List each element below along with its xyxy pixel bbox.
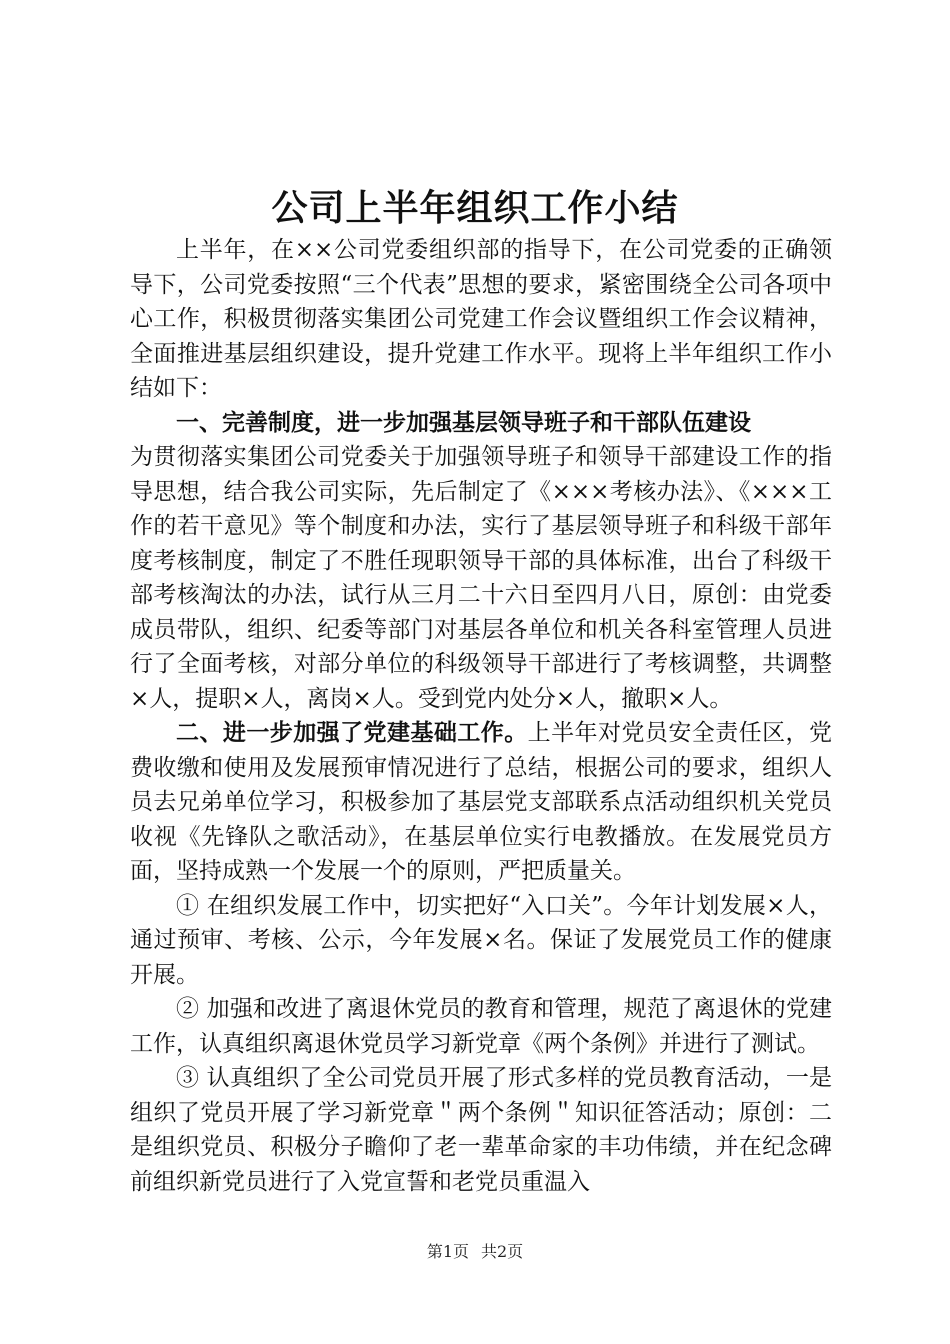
list-item-1: ① 在组织发展工作中，切实把好“入口关”。今年计划发展×人，通过预审、考核、公示，今年发展×名。保证了发展党员工作的健康开展。: [130, 892, 832, 988]
page-number: 第1页: [426, 1242, 469, 1261]
list-item-3: ③ 认真组织了全公司党员开展了形式多样的党员教育活动，一是组织了党员开展了学习新党章＂两个条例＂知识征答活动；原创：二是组织党员、积极分子瞻仰了老一辈革命家的丰功伟绩，并在纪念碑前组织新党员进行了入党宣誓和老党员重温入: [130, 1065, 832, 1195]
document-body: [130, 233, 832, 1199]
section-1-paragraph: 为贯彻落实集团公司党委关于加强领导班子和领导干部建设工作的指导思想，结合我公司实际，先后制定了《×××考核办法》、《×××工作的若干意见》等个制度和办法，实行了基层领导班子和科级干部年度考核制度，制定了不胜任现职领导干部的具体标准，出台了科级干部考核淘汰的办法，试行从三月二十六日至四月八日，原创：由党委成员带队，组织、纪委等部门对基层各单位和机关各科室管理人员进行了全面考核，对部分单位的科级领导干部进行了考核调整，共调整×人，提职×人，离岗×人。受到党内处分×人，撤职×人。: [130, 444, 832, 712]
page-total: 共2页: [481, 1242, 524, 1261]
section-1-heading: 一、完善制度，进一步加强基层领导班子和干部队伍建设: [176, 409, 751, 436]
list-item-2: ② 加强和改进了离退休党员的教育和管理，规范了离退休的党建工作，认真组织离退休党员学习新党章《两个条例》并进行了测试。: [130, 996, 832, 1057]
page-footer: [0, 1241, 950, 1263]
document-title: 公司上半年组织工作小结: [271, 188, 679, 229]
section-2-text: 上半年对党员安全责任区，党费收缴和使用及发展预审情况进行了总结，根据公司的要求，组织人员去兄弟单位学习，积极参加了基层党支部联系点活动组织机关党员收视《先锋队之歌活动》，在基层单位实行电教播放。在发展党员方面，坚持成熟一个发展一个的原则，严把质量关。: [130, 720, 833, 884]
section-2-heading: 二、进一步加强了党建基础工作。: [176, 720, 528, 746]
section-2-paragraph: [130, 716, 832, 889]
intro-paragraph: 上半年，在××公司党委组织部的指导下，在公司党委的正确领导下，公司党委按照“三个代表”思想的要求，紧密围绕全公司各项中心工作，积极贯彻落实集团公司党建工作会议暨组织工作会议精神，全面推进基层组织建设，提升党建工作水平。现将上半年组织工作小结如下：: [130, 237, 832, 401]
